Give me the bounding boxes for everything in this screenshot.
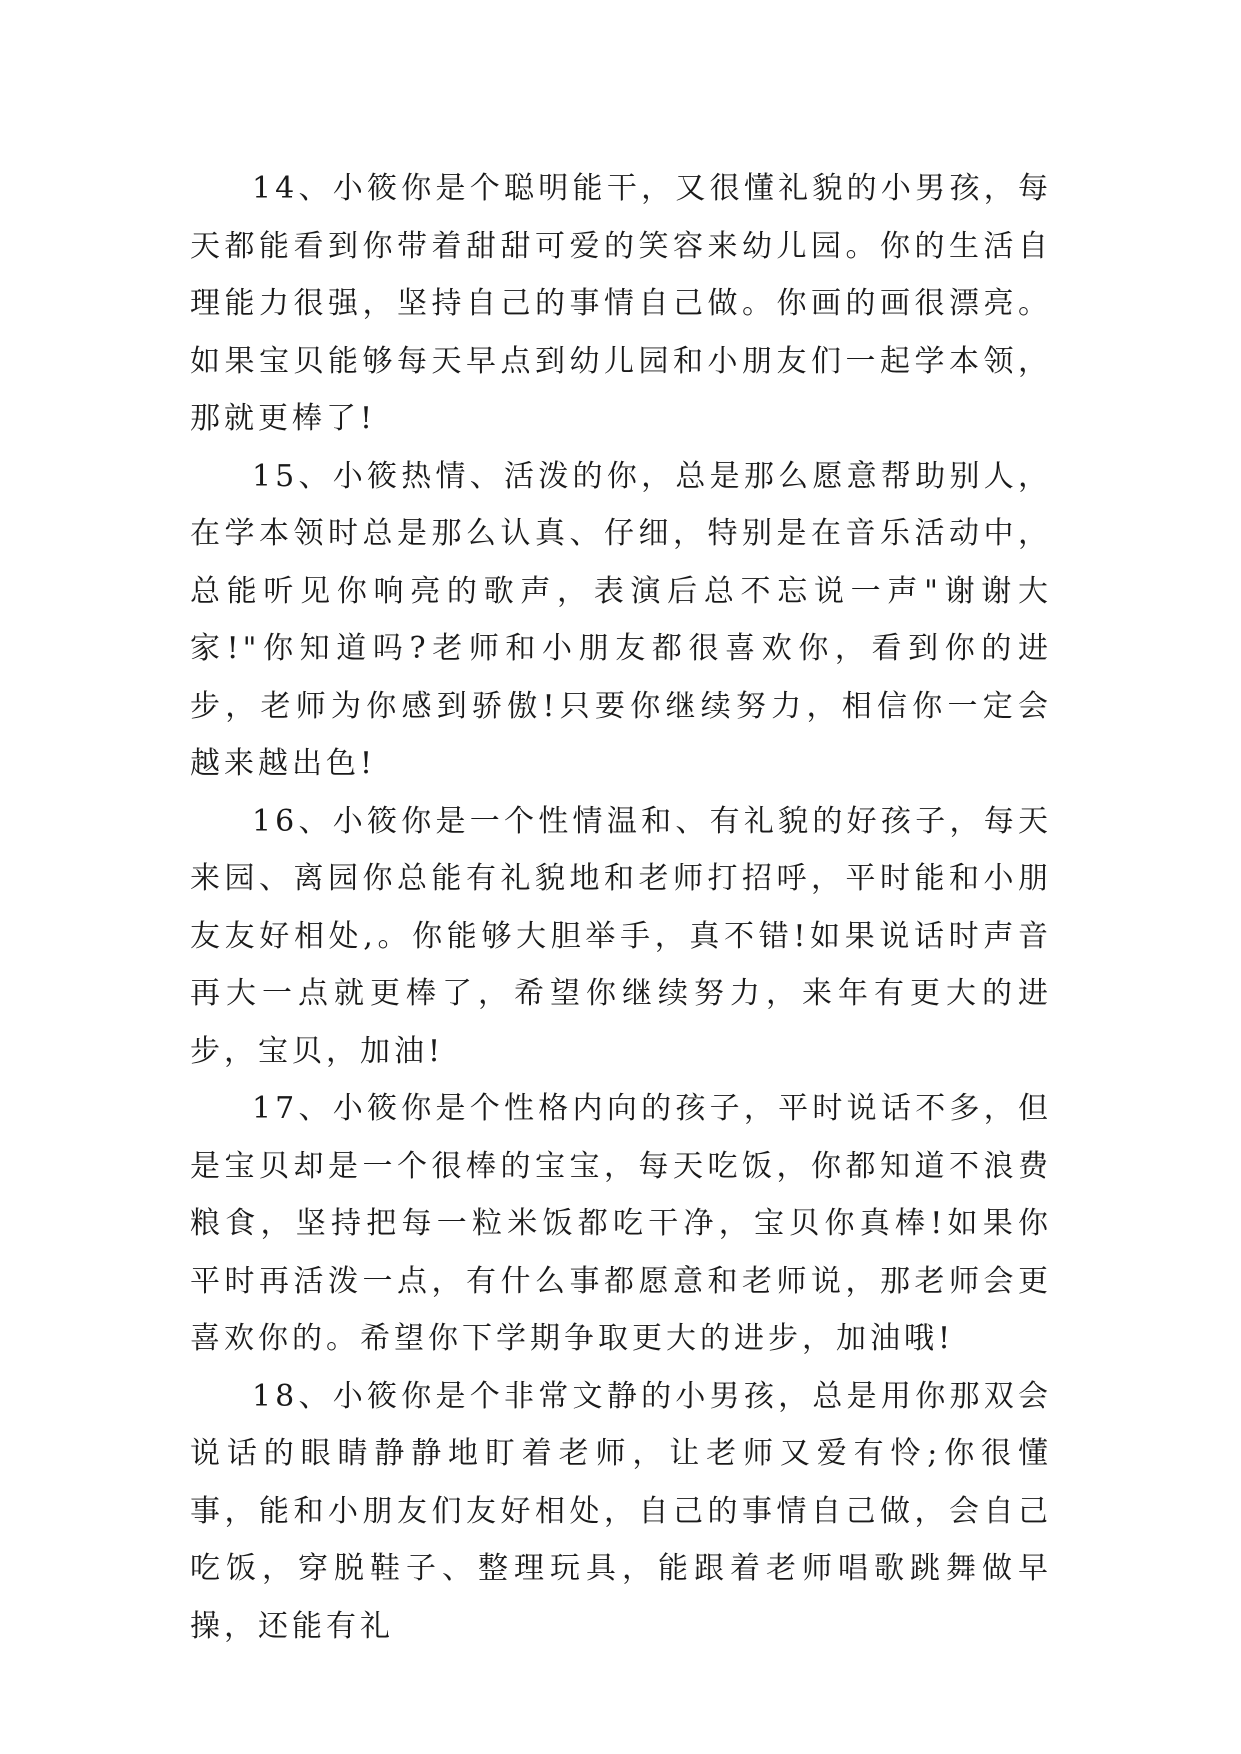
paragraph-14: 14、小筱你是个聪明能干，又很懂礼貌的小男孩，每天都能看到你带着甜甜可爱的笑容来幼儿园。你的生活自理能力很强，坚持自己的事情自己做。你画的画很漂亮。如果宝贝能够每天早点到幼儿园和小朋友们一起学本领，那就更棒了! xyxy=(190,171,1052,436)
paragraph-18: 18、小筱你是个非常文静的小男孩，总是用你那双会说话的眼睛静静地盯着老师，让老师又爱有怜;你很懂事，能和小朋友们友好相处，自己的事情自己做，会自己吃饭，穿脱鞋子、整理玩具，能跟着老师唱歌跳舞做早操，还能有礼 xyxy=(190,1378,1052,1644)
paragraph-17: 17、小筱你是个性格内向的孩子，平时说话不多，但是宝贝却是一个很棒的宝宝，每天吃饭，你都知道不浪费粮食，坚持把每一粒米饭都吃干净，宝贝你真棒!如果你平时再活泼一点，有什么事都愿意和老师说，那老师会更喜欢你的。希望你下学期争取更大的进步，加油哦! xyxy=(190,1091,1052,1356)
paragraph-16: 16、小筱你是一个性情温和、有礼貌的好孩子，每天来园、离园你总能有礼貌地和老师打招呼，平时能和小朋友友好相处,。你能够大胆举手，真不错!如果说话时声音再大一点就更棒了，希望你继续努力，来年有更大的进步，宝贝，加油! xyxy=(190,803,1052,1069)
document-body xyxy=(190,160,1052,1655)
paragraph-15: 15、小筱热情、活泼的你，总是那么愿意帮助别人，在学本领时总是那么认真、仔细，特别是在音乐活动中，总能听见你响亮的歌声，表演后总不忘说一声"谢谢大家!"你知道吗?老师和小朋友都很喜欢你，看到你的进步，老师为你感到骄傲!只要你继续努力，相信你一定会越来越出色! xyxy=(190,458,1052,781)
